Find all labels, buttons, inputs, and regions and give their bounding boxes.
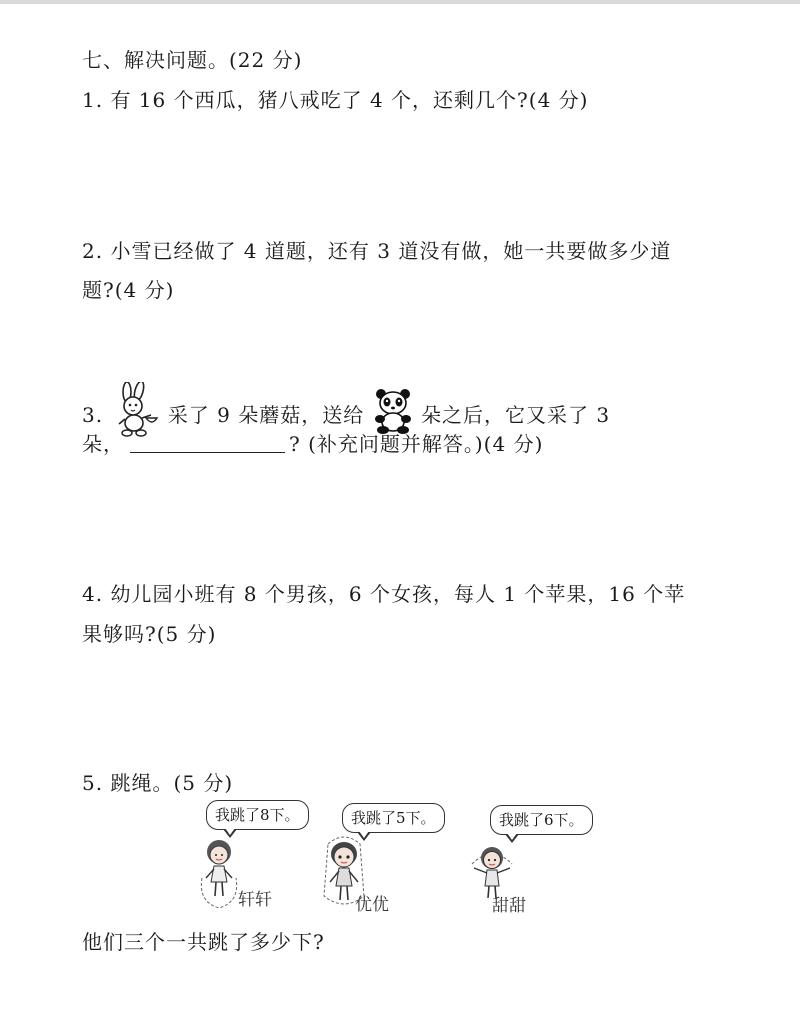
kid-1-illustration <box>196 838 242 914</box>
answer-blank[interactable] <box>130 432 285 453</box>
speech-bubble-1 <box>206 800 309 830</box>
speech-bubble-3 <box>490 805 593 835</box>
speech-text-3: 我跳了6下。 <box>499 811 584 829</box>
question-3-text-d: ? (补充问题并解答。)(4 分) <box>289 432 544 456</box>
kid-name-1: 轩轩 <box>238 890 272 910</box>
question-3-text-c: 朵， <box>82 432 124 456</box>
question-5-question: 他们三个一共跳了多少下? <box>82 930 325 954</box>
top-divider <box>0 0 800 4</box>
question-3-text-b: 朵之后，它又采了 3 <box>420 403 611 427</box>
question-3-number: 3. <box>82 403 104 427</box>
speech-text-1: 我跳了8下。 <box>215 806 300 824</box>
kid-name-3: 甜甜 <box>492 896 526 916</box>
speech-text-2: 我跳了5下。 <box>351 809 436 827</box>
question-1: 1. 有 16 个西瓜，猪八戒吃了 4 个，还剩几个?(4 分) <box>82 88 589 112</box>
section-heading: 七、解决问题。(22 分) <box>82 48 303 72</box>
speech-bubble-2 <box>342 803 445 833</box>
question-4-line-1: 4. 幼儿园小班有 8 个男孩，6 个女孩，每人 1 个苹果，16 个苹 <box>82 582 686 606</box>
question-3-text-a: 采了 9 朵蘑菇，送给 <box>167 403 365 427</box>
question-4-line-2: 果够吗?(5 分) <box>82 622 217 646</box>
kid-name-2: 优优 <box>355 895 389 915</box>
question-3-line-2 <box>82 430 543 458</box>
question-2-line-1: 2. 小雪已经做了 4 道题，还有 3 道没有做，她一共要做多少道 <box>82 239 672 263</box>
question-5-title: 5. 跳绳。(5 分) <box>82 771 234 795</box>
question-2-line-2: 题?(4 分) <box>82 278 175 302</box>
